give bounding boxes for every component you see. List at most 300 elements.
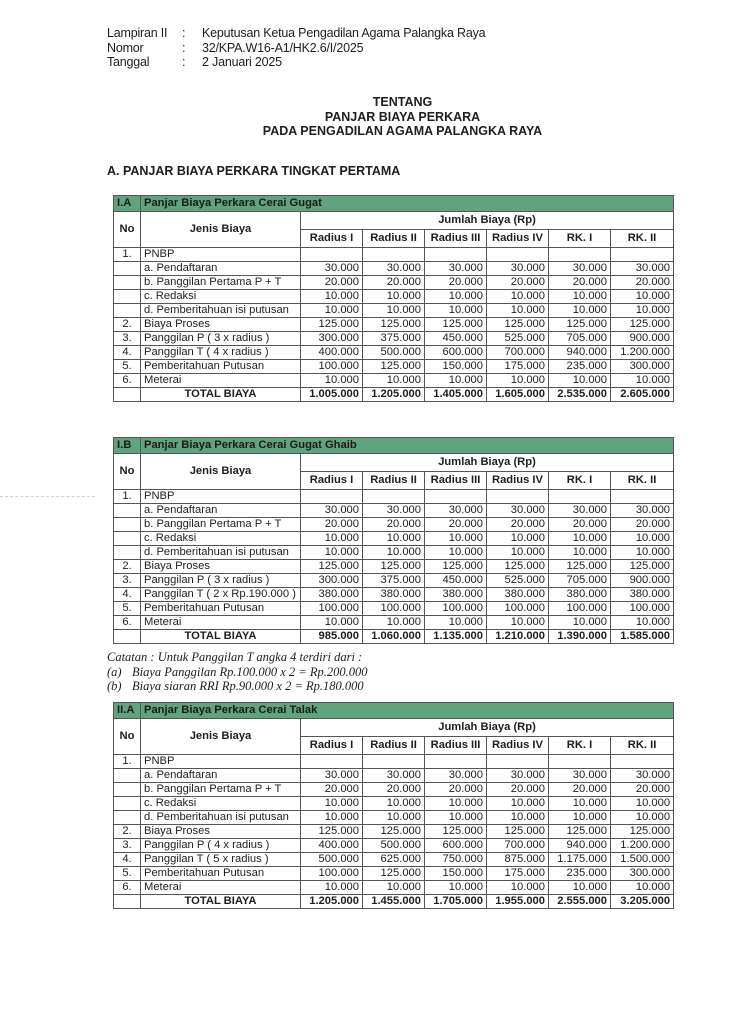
- row-number: [114, 532, 141, 546]
- row-label: d. Pemberitahuan isi putusan: [141, 546, 301, 560]
- row-value: 235.000: [549, 360, 611, 374]
- section-heading: A. PANJAR BIAYA PERKARA TINGKAT PERTAMA: [107, 164, 401, 178]
- row-value: 20.000: [487, 276, 549, 290]
- row-value: 300.000: [301, 574, 363, 588]
- table-row: [114, 346, 674, 360]
- row-value: [549, 755, 611, 769]
- total-value: 1.405.000: [425, 388, 487, 402]
- row-value: 235.000: [549, 867, 611, 881]
- row-value: 10.000: [363, 546, 425, 560]
- row-value: [363, 248, 425, 262]
- row-value: 20.000: [363, 518, 425, 532]
- table-row: [114, 769, 674, 783]
- row-number: [114, 276, 141, 290]
- column-header-jumlah: Jumlah Biaya (Rp): [301, 454, 674, 472]
- column-header-rate: Radius I: [301, 230, 363, 248]
- row-number: [114, 769, 141, 783]
- row-number: [114, 290, 141, 304]
- row-number: 6.: [114, 616, 141, 630]
- total-label: TOTAL BIAYA: [141, 630, 301, 644]
- row-value: 10.000: [549, 797, 611, 811]
- row-number: [114, 797, 141, 811]
- row-label: Panggilan P ( 3 x radius ): [141, 574, 301, 588]
- row-value: 20.000: [487, 783, 549, 797]
- row-number: 1.: [114, 248, 141, 262]
- row-value: 10.000: [425, 797, 487, 811]
- row-value: 300.000: [301, 332, 363, 346]
- row-value: [487, 490, 549, 504]
- row-value: 30.000: [363, 504, 425, 518]
- table-row: [114, 374, 674, 388]
- total-value: 1.455.000: [363, 895, 425, 909]
- table-row: [114, 532, 674, 546]
- column-header-no: No: [114, 454, 141, 490]
- row-value: 20.000: [301, 276, 363, 290]
- row-value: 20.000: [611, 276, 674, 290]
- row-value: 175.000: [487, 360, 549, 374]
- fee-table: [113, 195, 674, 402]
- row-value: 20.000: [301, 518, 363, 532]
- row-value: 450.000: [425, 574, 487, 588]
- total-label: TOTAL BIAYA: [141, 895, 301, 909]
- row-value: 10.000: [363, 532, 425, 546]
- row-value: [549, 490, 611, 504]
- row-value: 30.000: [363, 262, 425, 276]
- column-header-no: No: [114, 719, 141, 755]
- column-header-rate: Radius IV: [487, 230, 549, 248]
- meta-row-lampiran: [107, 26, 485, 41]
- row-number: 4.: [114, 588, 141, 602]
- row-label: Pemberitahuan Putusan: [141, 867, 301, 881]
- row-value: [611, 248, 674, 262]
- row-value: 10.000: [363, 374, 425, 388]
- total-value: 3.205.000: [611, 895, 674, 909]
- row-value: 125.000: [549, 560, 611, 574]
- row-value: 500.000: [363, 839, 425, 853]
- row-value: 10.000: [301, 616, 363, 630]
- row-value: 1.200.000: [611, 839, 674, 853]
- column-header-rate: Radius III: [425, 472, 487, 490]
- row-value: 10.000: [487, 881, 549, 895]
- row-value: 700.000: [487, 346, 549, 360]
- table-row: [114, 867, 674, 881]
- table-title: Panjar Biaya Perkara Cerai Talak: [141, 703, 674, 719]
- total-value: 1.205.000: [363, 388, 425, 402]
- row-label: b. Panggilan Pertama P + T: [141, 783, 301, 797]
- row-value: 10.000: [487, 290, 549, 304]
- table-row: [114, 332, 674, 346]
- row-value: 10.000: [549, 290, 611, 304]
- column-header-rate: RK. II: [611, 737, 674, 755]
- table-row: [114, 360, 674, 374]
- row-value: 375.000: [363, 332, 425, 346]
- row-value: 10.000: [363, 881, 425, 895]
- row-value: 125.000: [363, 318, 425, 332]
- row-value: 10.000: [425, 811, 487, 825]
- row-value: 100.000: [301, 602, 363, 616]
- row-value: 10.000: [425, 881, 487, 895]
- row-label: Biaya Proses: [141, 825, 301, 839]
- row-value: 100.000: [301, 360, 363, 374]
- column-header-rate: Radius II: [363, 472, 425, 490]
- title-line: PANJAR BIAYA PERKARA: [324, 109, 481, 124]
- title-line: PADA PENGADILAN AGAMA PALANGKA RAYA: [262, 124, 543, 138]
- row-value: 10.000: [363, 616, 425, 630]
- row-value: 705.000: [549, 574, 611, 588]
- row-value: 705.000: [549, 332, 611, 346]
- meta-label: Lampiran II: [107, 26, 168, 40]
- row-value: 10.000: [487, 797, 549, 811]
- row-value: 940.000: [549, 839, 611, 853]
- table-row: [114, 811, 674, 825]
- meta-label: Tanggal: [107, 55, 150, 69]
- row-value: 10.000: [611, 616, 674, 630]
- table-row: [114, 602, 674, 616]
- row-value: 125.000: [425, 825, 487, 839]
- row-value: 125.000: [487, 318, 549, 332]
- document-header-info: [107, 26, 485, 70]
- fee-table: [113, 702, 674, 909]
- total-blank: [114, 630, 141, 644]
- row-value: 10.000: [301, 304, 363, 318]
- row-value: 1.200.000: [611, 346, 674, 360]
- row-value: [611, 755, 674, 769]
- column-header-rate: RK. I: [549, 230, 611, 248]
- table-code: I.B: [114, 438, 141, 454]
- row-number: [114, 811, 141, 825]
- total-value: 2.605.000: [611, 388, 674, 402]
- row-value: [425, 755, 487, 769]
- footnote-item: [107, 679, 368, 694]
- row-value: 750.000: [425, 853, 487, 867]
- row-value: [363, 755, 425, 769]
- row-value: 30.000: [611, 262, 674, 276]
- row-number: 3.: [114, 332, 141, 346]
- row-value: 10.000: [425, 304, 487, 318]
- row-value: 30.000: [301, 262, 363, 276]
- column-header-rate: Radius III: [425, 230, 487, 248]
- table-row: [114, 755, 674, 769]
- row-number: 1.: [114, 490, 141, 504]
- row-value: 500.000: [363, 346, 425, 360]
- row-value: 125.000: [363, 867, 425, 881]
- table-row: [114, 881, 674, 895]
- row-number: 1.: [114, 755, 141, 769]
- row-number: 4.: [114, 346, 141, 360]
- table-title-row: [114, 438, 674, 454]
- footnote: [107, 650, 368, 694]
- row-number: [114, 518, 141, 532]
- row-value: 20.000: [425, 783, 487, 797]
- row-label: c. Redaksi: [141, 532, 301, 546]
- column-header-rate: Radius IV: [487, 472, 549, 490]
- table-title: Panjar Biaya Perkara Cerai Gugat Ghaib: [141, 438, 674, 454]
- row-value: 100.000: [611, 602, 674, 616]
- total-row: [114, 388, 674, 402]
- row-label: a. Pendaftaran: [141, 262, 301, 276]
- row-value: 30.000: [425, 504, 487, 518]
- table-row: [114, 518, 674, 532]
- table-row: [114, 318, 674, 332]
- table-row: [114, 560, 674, 574]
- row-value: 10.000: [301, 546, 363, 560]
- table-row: [114, 290, 674, 304]
- column-header-rate: Radius II: [363, 230, 425, 248]
- row-label: Biaya Proses: [141, 318, 301, 332]
- row-value: 10.000: [549, 304, 611, 318]
- row-value: 20.000: [549, 276, 611, 290]
- row-value: [363, 490, 425, 504]
- row-value: 10.000: [363, 290, 425, 304]
- row-value: 125.000: [611, 560, 674, 574]
- column-header-jenis: Jenis Biaya: [141, 719, 301, 755]
- row-value: 30.000: [549, 769, 611, 783]
- row-value: 125.000: [611, 318, 674, 332]
- row-value: [301, 755, 363, 769]
- row-value: 400.000: [301, 346, 363, 360]
- footnote-text: Biaya Panggilan Rp.100.000 x 2 = Rp.200.000: [132, 664, 368, 679]
- total-value: 1.705.000: [425, 895, 487, 909]
- total-value: 1.210.000: [487, 630, 549, 644]
- row-value: [301, 248, 363, 262]
- column-header-jenis: Jenis Biaya: [141, 454, 301, 490]
- row-value: 30.000: [363, 769, 425, 783]
- table-row: [114, 546, 674, 560]
- row-value: 20.000: [611, 518, 674, 532]
- row-value: 30.000: [487, 504, 549, 518]
- table-row: [114, 304, 674, 318]
- column-header-rate: Radius III: [425, 737, 487, 755]
- row-value: 10.000: [301, 374, 363, 388]
- row-value: 1.500.000: [611, 853, 674, 867]
- row-number: 5.: [114, 602, 141, 616]
- total-value: 1.585.000: [611, 630, 674, 644]
- row-value: 30.000: [549, 262, 611, 276]
- fee-table: [113, 437, 674, 644]
- row-value: 450.000: [425, 332, 487, 346]
- row-label: Biaya Proses: [141, 560, 301, 574]
- table-title: Panjar Biaya Perkara Cerai Gugat: [141, 196, 674, 212]
- column-header-no: No: [114, 212, 141, 248]
- row-value: 30.000: [301, 769, 363, 783]
- table-title-row: [114, 196, 674, 212]
- total-row: [114, 630, 674, 644]
- column-header-rate: Radius I: [301, 472, 363, 490]
- row-label: Pemberitahuan Putusan: [141, 602, 301, 616]
- footnote-heading: Catatan : Untuk Panggilan T angka 4 terdiri dari :: [107, 650, 363, 664]
- row-value: 525.000: [487, 574, 549, 588]
- row-value: 10.000: [487, 616, 549, 630]
- row-value: 175.000: [487, 867, 549, 881]
- row-value: 10.000: [487, 532, 549, 546]
- row-value: 380.000: [487, 588, 549, 602]
- row-value: 150.000: [425, 360, 487, 374]
- row-value: 10.000: [487, 304, 549, 318]
- row-value: 10.000: [363, 797, 425, 811]
- row-value: 940.000: [549, 346, 611, 360]
- row-label: a. Pendaftaran: [141, 769, 301, 783]
- row-value: 10.000: [425, 290, 487, 304]
- row-value: 100.000: [363, 602, 425, 616]
- row-number: [114, 262, 141, 276]
- row-value: 625.000: [363, 853, 425, 867]
- row-value: 1.175.000: [549, 853, 611, 867]
- row-number: 3.: [114, 574, 141, 588]
- row-label: Panggilan P ( 3 x radius ): [141, 332, 301, 346]
- table-row: [114, 588, 674, 602]
- row-label: Meterai: [141, 881, 301, 895]
- row-value: 10.000: [425, 374, 487, 388]
- row-value: 125.000: [549, 825, 611, 839]
- column-header-rate: RK. II: [611, 472, 674, 490]
- row-value: 10.000: [549, 532, 611, 546]
- row-value: 100.000: [487, 602, 549, 616]
- row-value: 150.000: [425, 867, 487, 881]
- row-value: 30.000: [425, 769, 487, 783]
- row-value: 125.000: [301, 560, 363, 574]
- row-number: [114, 783, 141, 797]
- row-value: 10.000: [611, 532, 674, 546]
- row-value: 125.000: [611, 825, 674, 839]
- meta-label: Nomor: [107, 40, 144, 55]
- table-row: [114, 616, 674, 630]
- row-number: 3.: [114, 839, 141, 853]
- row-label: d. Pemberitahuan isi putusan: [141, 304, 301, 318]
- row-value: 100.000: [549, 602, 611, 616]
- row-value: 10.000: [549, 546, 611, 560]
- row-value: 380.000: [301, 588, 363, 602]
- meta-row-tanggal: [107, 55, 485, 70]
- row-value: 30.000: [611, 769, 674, 783]
- document-title: [0, 95, 745, 139]
- total-label: TOTAL BIAYA: [141, 388, 301, 402]
- row-value: 10.000: [363, 811, 425, 825]
- table-row: [114, 276, 674, 290]
- row-number: 5.: [114, 360, 141, 374]
- row-value: 125.000: [301, 825, 363, 839]
- table-code: I.A: [114, 196, 141, 212]
- row-value: 30.000: [549, 504, 611, 518]
- row-label: d. Pemberitahuan isi putusan: [141, 811, 301, 825]
- row-value: 10.000: [549, 374, 611, 388]
- column-header-jumlah: Jumlah Biaya (Rp): [301, 719, 674, 737]
- scan-artifact-line: [0, 496, 95, 497]
- row-value: [611, 490, 674, 504]
- row-value: [487, 248, 549, 262]
- row-value: 10.000: [487, 546, 549, 560]
- total-value: 1.605.000: [487, 388, 549, 402]
- meta-colon: :: [182, 55, 186, 69]
- row-value: 10.000: [611, 374, 674, 388]
- title-line: TENTANG: [372, 95, 433, 109]
- table-row: [114, 262, 674, 276]
- row-value: 30.000: [611, 504, 674, 518]
- row-value: 600.000: [425, 346, 487, 360]
- row-value: 20.000: [549, 783, 611, 797]
- row-value: 300.000: [611, 360, 674, 374]
- total-value: 1.135.000: [425, 630, 487, 644]
- row-value: 380.000: [425, 588, 487, 602]
- row-value: 125.000: [363, 560, 425, 574]
- row-value: 125.000: [425, 560, 487, 574]
- row-value: 125.000: [487, 825, 549, 839]
- row-value: 10.000: [363, 304, 425, 318]
- footnote-text: Biaya siaran RRI Rp.90.000 x 2 = Rp.180.000: [132, 679, 364, 693]
- row-value: 10.000: [611, 797, 674, 811]
- row-label: Panggilan T ( 4 x radius ): [141, 346, 301, 360]
- row-value: 20.000: [301, 783, 363, 797]
- row-value: 20.000: [487, 518, 549, 532]
- row-value: 125.000: [301, 318, 363, 332]
- row-label: Meterai: [141, 374, 301, 388]
- row-number: 2.: [114, 560, 141, 574]
- table-row: [114, 839, 674, 853]
- row-value: 10.000: [549, 616, 611, 630]
- table-row: [114, 797, 674, 811]
- row-value: 10.000: [549, 881, 611, 895]
- row-label: PNBP: [141, 755, 301, 769]
- total-value: 1.005.000: [301, 388, 363, 402]
- row-value: 10.000: [549, 811, 611, 825]
- table-row: [114, 504, 674, 518]
- table-row: [114, 574, 674, 588]
- column-header-rate: Radius IV: [487, 737, 549, 755]
- row-value: 100.000: [425, 602, 487, 616]
- column-header-rate: RK. I: [549, 737, 611, 755]
- row-label: c. Redaksi: [141, 290, 301, 304]
- total-value: 985.000: [301, 630, 363, 644]
- row-value: 20.000: [425, 518, 487, 532]
- row-value: [425, 248, 487, 262]
- column-header-rate: RK. II: [611, 230, 674, 248]
- row-value: 10.000: [301, 532, 363, 546]
- column-header-jumlah: Jumlah Biaya (Rp): [301, 212, 674, 230]
- total-row: [114, 895, 674, 909]
- row-value: [549, 248, 611, 262]
- row-number: 4.: [114, 853, 141, 867]
- row-value: 10.000: [301, 881, 363, 895]
- row-number: [114, 546, 141, 560]
- row-value: 30.000: [487, 769, 549, 783]
- meta-row-nomor: [107, 41, 485, 56]
- row-label: a. Pendaftaran: [141, 504, 301, 518]
- total-value: 2.555.000: [549, 895, 611, 909]
- row-number: 6.: [114, 374, 141, 388]
- row-value: 30.000: [425, 262, 487, 276]
- row-value: 900.000: [611, 574, 674, 588]
- row-label: c. Redaksi: [141, 797, 301, 811]
- row-value: 10.000: [301, 811, 363, 825]
- row-value: 125.000: [363, 825, 425, 839]
- row-value: 900.000: [611, 332, 674, 346]
- row-value: 10.000: [425, 546, 487, 560]
- row-number: 2.: [114, 825, 141, 839]
- row-value: 10.000: [487, 811, 549, 825]
- row-value: 125.000: [425, 318, 487, 332]
- row-value: 30.000: [301, 504, 363, 518]
- row-label: Panggilan T ( 2 x Rp.190.000 ): [141, 588, 301, 602]
- row-value: 380.000: [363, 588, 425, 602]
- row-value: 500.000: [301, 853, 363, 867]
- meta-colon: :: [182, 40, 186, 55]
- row-label: b. Panggilan Pertama P + T: [141, 276, 301, 290]
- row-label: PNBP: [141, 248, 301, 262]
- total-value: 1.060.000: [363, 630, 425, 644]
- table-header-row: [114, 212, 674, 230]
- row-value: 30.000: [487, 262, 549, 276]
- row-value: 10.000: [301, 797, 363, 811]
- row-label: b. Panggilan Pertama P + T: [141, 518, 301, 532]
